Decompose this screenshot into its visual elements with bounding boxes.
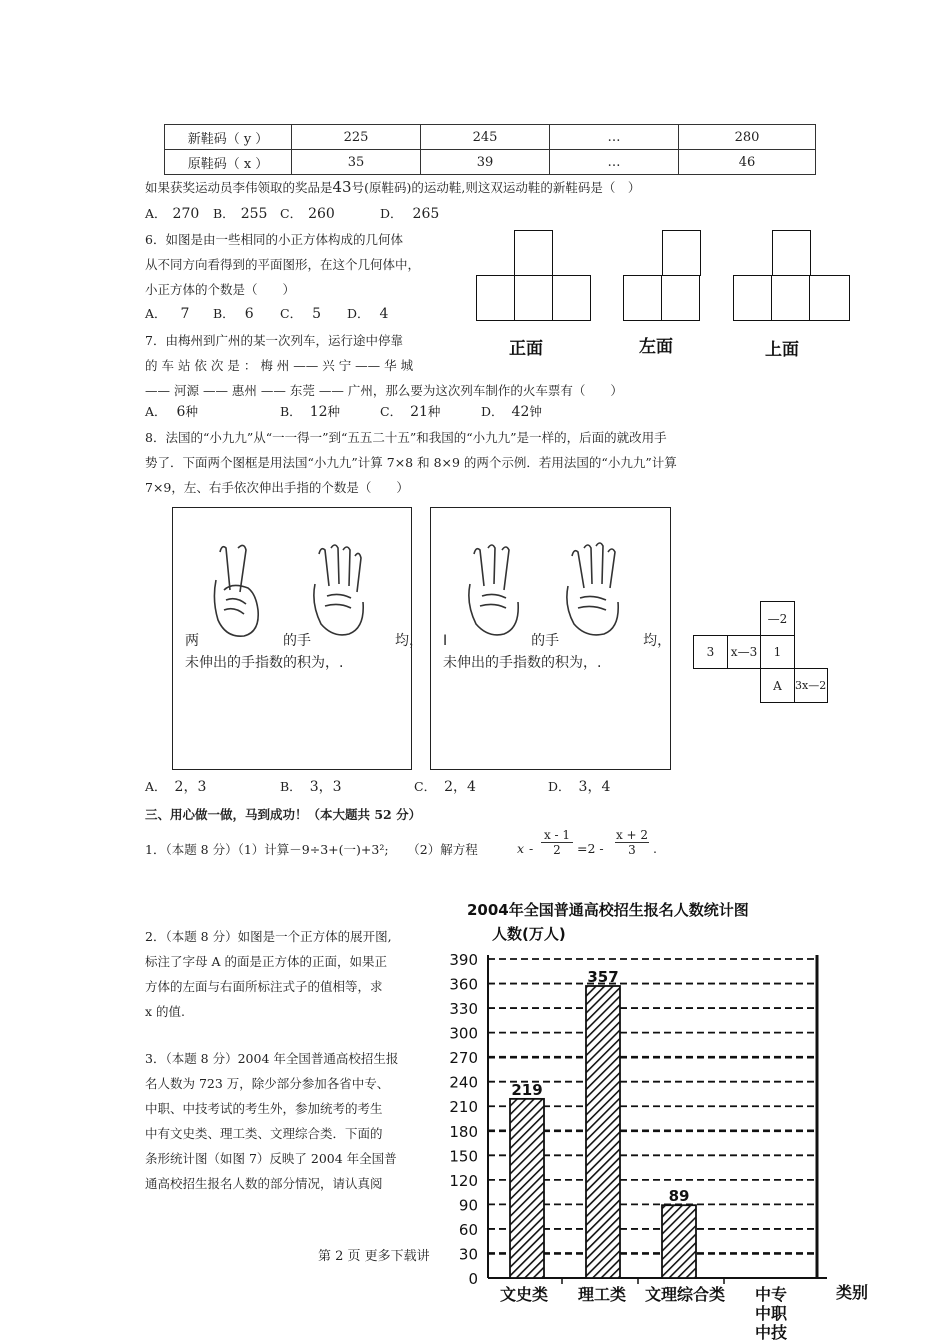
table-cell: 245 [421,125,550,150]
table-cell: 新鞋码（ y ） [165,125,292,150]
q8-option-d [548,776,610,796]
page-footer: 第 2 页 更多下载讲 [318,1249,430,1264]
option-value: 4 [379,306,389,322]
q8-stem [145,425,677,500]
q7-option-b [280,402,340,420]
q5-number: 43 [332,178,352,196]
q6-option-c [280,304,321,322]
chart-xlabel: 类别 [835,1283,869,1302]
left-view-label: 左面 [639,337,673,357]
bar [510,1099,544,1278]
data-label: 219 [511,1080,543,1099]
bar [586,986,620,1278]
y-tick-label: 390 [449,951,478,969]
problem-line: 通高校招生报名人数的部分情况，请认真阅 [145,1176,383,1191]
q5-option-c [280,204,335,222]
option-value: 255 [240,206,268,222]
q8-line: 8．法国的“小九九”从“一一得一”到“五五二十五”和我国的“小九九”是一样的，后面的就改用手 [145,430,667,445]
eq-mid: =2 - [577,841,604,856]
option-value: 7 [180,306,190,322]
option-label: C． [280,306,303,321]
option-unit: 种 [185,404,198,419]
section-heading: 三、用心做一做，马到成功！（本大题共 52 分） [145,807,422,822]
option-label: A． [145,404,167,419]
option-value: 3，4 [578,779,611,795]
y-tick-label: 120 [449,1171,478,1190]
table-cell: … [550,150,679,175]
net-face-mid: x—3 [727,635,761,669]
q5-stem-a: 如果获奖运动员李伟领取的奖品是 [145,180,333,195]
eq-numerator: x + 2 [615,828,649,842]
q8-option-c [414,776,476,796]
table-cell: 35 [292,150,421,175]
option-value: 3，3 [309,779,342,795]
problem-3 [145,1046,398,1196]
option-value: 21 [410,404,428,420]
option-label: B． [213,306,235,321]
q7-option-a [145,402,198,420]
chart-title: 2004年全国普通高校招生报名人数统计图 [467,901,749,919]
problem-line: 3．（本题 8 分）2004 年全国普通高校招生报 [145,1051,399,1066]
y-tick-label: 0 [468,1270,478,1288]
option-value: 2，3 [174,779,207,795]
problem-1 [145,840,478,858]
option-value: 6 [244,306,254,322]
option-label: A． [145,779,167,794]
option-label: A． [145,206,167,221]
table-row [165,125,816,150]
q5-option-d [380,204,439,222]
eq-denominator: 2 [553,843,561,857]
q7-option-d [481,402,542,420]
problem-line: x 的值. [145,1004,185,1019]
option-label: D． [347,306,370,321]
option-value: 2，4 [444,779,476,795]
net-face-right: 3x—2 [794,668,828,703]
eq-fraction-1 [541,828,573,857]
table-cell: … [550,125,679,150]
option-label: D． [380,206,403,221]
problem-line: 2．（本题 8 分）如图是一个正方体的展开图, [145,929,392,944]
table-cell: 280 [679,125,816,150]
box1-text: 未伸出的手指数的积为，. [185,655,344,671]
eq-var: x [517,841,525,856]
option-label: C． [380,404,403,419]
problem-line: 名人数为 723 万，除少部分参加各省中专、 [145,1076,390,1091]
option-label: B． [213,206,235,221]
data-label: 89 [668,1187,690,1206]
box2-text-top: Ⅰ 的手 均， [443,633,672,649]
option-value: 270 [172,206,200,222]
q8-option-a [145,776,206,796]
q7-option-c [380,402,440,420]
q5-stem-b: 号(原鞋码)的运动鞋,则这双运动鞋的新鞋码是（ ） [351,180,641,195]
category-label: 中技 [754,1323,788,1342]
hand-gesture-icon [560,540,630,640]
option-unit: 钟 [529,404,542,419]
q6-line: 6．如图是由一些相同的小正方体构成的几何体 [145,232,403,247]
y-tick-label: 210 [449,1098,478,1117]
option-value: 265 [412,206,440,222]
table-cell: 225 [292,125,421,150]
q5-option-a [145,204,199,222]
q6-option-d [347,304,388,322]
option-label: C． [280,206,303,221]
shoe-size-table [164,124,816,175]
q8-line: 7×9，左、右手依次伸出手指的个数是（ ） [145,480,409,495]
option-value: 12 [309,404,328,420]
q6-option-a [145,304,189,322]
option-value: 42 [511,404,530,420]
box2-text: 未伸出的手指数的积为，. [443,655,602,671]
q8-option-b [280,776,342,796]
net-face-center: 1 [760,635,795,669]
y-tick-label: 270 [449,1049,478,1068]
problem-line: 中有文史类、理工类、文理综合类．下面的 [145,1126,383,1141]
q8-line: 势了．下面两个图框是用法国“小九九”计算 7×8 和 8×9 的两个示例．若用法国的“小九九”计算 [145,455,677,470]
net-face-top: —2 [760,601,795,636]
table-row [165,150,816,175]
category-label: 文史类 [499,1285,549,1304]
chart-ylabel: 人数(万人) [492,925,566,943]
problem-1-text: 1．（本题 8 分）（1）计算－9÷3+(一)+3²; （2）解方程 [145,842,478,857]
net-face-left: 3 [693,635,728,669]
option-label: B． [280,404,302,419]
problem-line: 条形统计图（如图 7）反映了 2004 年全国普 [145,1151,397,1166]
problem-line: 中职、中技考试的考生外，参加统考的考生 [145,1101,383,1116]
option-label: D． [481,404,504,419]
bar [662,1205,696,1278]
q6-line: 从不同方向看得到的平面图形，在这个几何体中， [145,257,421,272]
q7-line: 的 车 站 依 次 是 ： 梅 州 —— 兴 宁 —— 华 城 [145,358,414,373]
q5-stem [145,178,640,196]
hand-gesture-icon [460,540,530,640]
top-view-label: 上面 [765,340,799,360]
problem-line: 标注了字母 A 的面是正方体的正面，如果正 [145,954,387,969]
bar-chart [440,895,910,1344]
category-label: 文理综合类 [644,1285,726,1304]
option-value: 260 [308,206,335,222]
y-tick-label: 180 [449,1122,478,1141]
q6-option-b [213,304,254,322]
table-cell: 46 [679,150,816,175]
data-label: 357 [587,967,619,986]
y-tick-label: 360 [449,975,478,994]
option-unit: 种 [427,404,441,419]
y-tick-label: 300 [449,1024,478,1043]
table-cell: 39 [421,150,550,175]
option-label: B． [280,779,302,794]
box1-text-top: 两 的手 均， [185,633,423,649]
q7-line: 7．由梅州到广州的某一次列车，运行途中停靠 [145,333,403,348]
y-tick-label: 30 [458,1245,478,1264]
category-label: 中专 [754,1285,788,1304]
table-cell: 原鞋码（ x ） [165,150,292,175]
option-label: C． [414,779,437,794]
y-tick-label: 90 [458,1196,478,1215]
category-label: 中职 [754,1304,788,1323]
q7-line: —— 河源 —— 惠州 —— 东莞 —— 广州，那么要为这次列车制作的火车票有（ ） [145,383,623,398]
front-view-label: 正面 [509,339,543,359]
category-label: 理工类 [577,1285,627,1304]
eq-fraction-2 [615,828,649,857]
option-label: A． [145,306,167,321]
option-value: 6 [176,404,186,420]
q7-stem [145,328,623,403]
eq-end: . [653,841,657,856]
net-face-a: A [760,668,795,703]
eq-numerator: x - 1 [541,828,573,843]
q6-stem [145,227,420,302]
option-label: D． [548,779,571,794]
eq-denominator: 3 [628,843,636,857]
hand-gesture-icon [305,540,375,640]
y-tick-label: 240 [449,1073,478,1092]
problem-line: 方体的左面与右面所标注式子的值相等，求 [145,979,383,994]
q5-option-b [213,204,267,222]
option-value: 5 [312,306,321,322]
y-tick-label: 60 [458,1220,478,1239]
option-unit: 种 [327,404,341,419]
problem-2 [145,924,392,1024]
y-tick-label: 150 [449,1147,478,1166]
q6-line: 小正方体的个数是（ ） [145,282,296,297]
y-tick-label: 330 [449,1000,478,1019]
hand-gesture-icon [202,540,272,640]
